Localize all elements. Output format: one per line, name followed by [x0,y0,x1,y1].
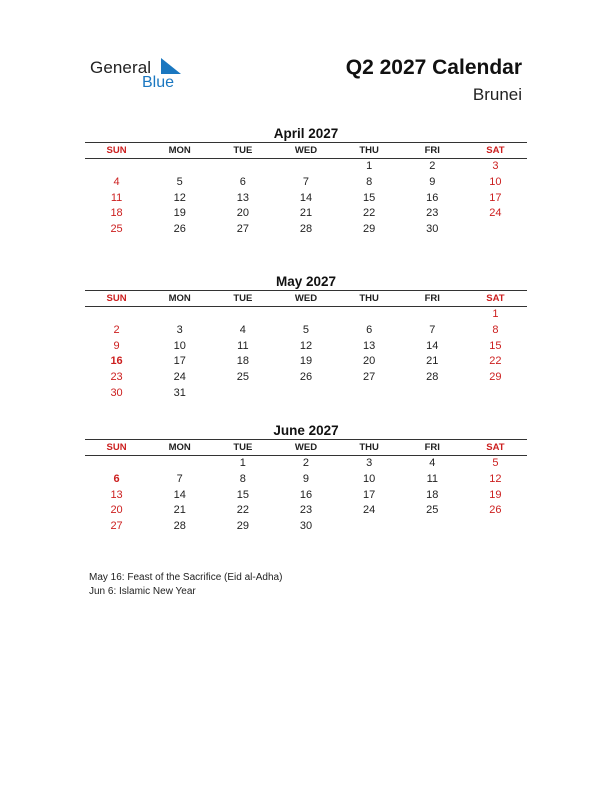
day-cell: 19 [173,207,186,220]
day-cell: 24 [363,504,376,517]
day-cell: 3 [492,160,499,172]
day-cell: 29 [236,520,249,533]
day-cell [338,386,401,402]
day-cell: 6 [366,323,373,336]
day-cell: 25 [426,504,439,517]
weekday-header [85,142,527,159]
week-row [85,370,527,386]
day-cell [148,456,211,472]
week-row [85,159,527,175]
week-row [85,339,527,355]
day-cell: 4 [239,323,246,336]
day-cell: 12 [173,191,186,204]
day-cell: 20 [236,207,249,220]
week-row [85,206,527,222]
day-cell: 7 [176,472,183,485]
day-cell [274,386,337,402]
day-cell: 15 [489,339,502,352]
country-name: Brunei [472,85,522,104]
holiday-item: Jun 6: Islamic New Year [89,586,196,597]
day-cell: 4 [113,175,120,188]
weekday-sat: SAT [486,145,505,156]
day-cell [464,519,527,535]
day-cell: 20 [110,504,123,517]
day-cell: 2 [302,457,310,469]
week-row [85,488,527,504]
day-cell: 6 [239,175,246,188]
weekday-sun: SUN [106,442,127,453]
day-cell: 2 [429,160,436,172]
day-cell: 25 [236,371,249,384]
day-cell: 16 [426,191,439,204]
weekday-fri: FRI [424,293,440,304]
day-cell: 15 [363,191,376,204]
day-cell: 1 [492,308,499,320]
weekday-header [85,290,527,307]
weekday-fri: FRI [424,442,440,453]
weekday-thu: THU [359,145,379,156]
weekday-wed: WED [294,442,318,453]
weekday-thu: THU [359,442,379,453]
day-cell: 24 [489,207,502,220]
day-cell: 5 [302,323,310,336]
day-cell [338,519,401,535]
day-cell: 17 [173,355,186,368]
day-cell: 21 [299,207,313,220]
day-cell: 6 [113,472,120,485]
day-cell: 28 [173,520,186,533]
day-cell: 17 [363,488,376,501]
month-june [85,422,527,535]
month-grid [85,159,527,238]
day-cell: 14 [173,488,186,501]
day-cell: 21 [173,504,186,517]
day-cell [85,159,148,175]
month-grid [85,307,527,402]
day-cell: 22 [363,207,376,220]
weekday-tue: TUE [233,145,253,156]
week-row [85,175,527,191]
day-cell: 7 [302,175,310,188]
day-cell: 7 [429,323,436,336]
day-cell: 8 [366,175,373,188]
week-row [85,519,527,535]
day-cell: 11 [426,472,438,485]
weekday-fri: FRI [424,145,440,156]
day-cell: 3 [366,457,373,469]
logo-blue-text: Blue [142,74,175,91]
week-row [85,503,527,519]
day-cell: 12 [299,339,313,352]
day-cell: 31 [173,386,186,399]
day-cell: 10 [173,339,186,352]
day-cell: 16 [110,355,123,368]
weekday-sun: SUN [106,293,127,304]
day-cell: 16 [299,488,313,501]
day-cell: 15 [236,488,249,501]
weekday-wed: WED [294,145,318,156]
week-row [85,354,527,370]
day-cell: 9 [429,175,436,188]
month-grid [85,456,527,535]
day-cell [85,456,148,472]
day-cell: 18 [426,488,439,501]
day-cell: 23 [426,207,439,220]
weekday-header [85,439,527,456]
day-cell: 13 [236,191,249,204]
day-cell: 26 [173,223,186,236]
month-title: June 2027 [273,423,339,438]
day-cell: 2 [113,323,120,336]
weekday-tue: TUE [233,293,253,304]
day-cell: 12 [489,472,502,485]
day-cell [464,222,527,238]
day-cell [148,159,211,175]
holiday-item: May 16: Feast of the Sacrifice (Eid al-Adha) [89,572,283,583]
weekday-sun: SUN [106,145,127,156]
day-cell: 26 [489,504,502,517]
day-cell: 21 [426,355,439,368]
day-cell [211,386,274,402]
day-cell: 10 [489,175,502,188]
day-cell: 9 [302,472,310,485]
day-cell [211,159,274,175]
day-cell: 18 [110,207,123,220]
weekday-mon: MON [168,145,191,156]
day-cell: 13 [110,488,123,501]
day-cell: 8 [239,472,246,485]
day-cell: 26 [299,371,313,384]
day-cell: 11 [237,339,249,352]
weekday-mon: MON [168,442,191,453]
weekday-mon: MON [168,293,191,304]
day-cell: 30 [426,223,439,236]
day-cell: 23 [110,371,123,384]
day-cell: 5 [176,175,183,188]
day-cell: 17 [489,191,502,204]
day-cell: 23 [299,504,313,517]
day-cell [85,307,148,323]
day-cell [401,519,464,535]
week-row [85,386,527,402]
day-cell: 9 [113,339,120,352]
day-cell: 29 [363,223,376,236]
logo-triangle-icon [161,58,181,74]
day-cell: 27 [363,371,376,384]
weekday-sat: SAT [486,293,505,304]
day-cell: 19 [299,355,313,368]
day-cell [274,159,337,175]
day-cell: 29 [489,371,502,384]
holiday-list [89,571,282,599]
day-cell: 22 [489,355,502,368]
day-cell: 27 [236,223,249,236]
day-cell: 8 [492,323,499,336]
day-cell: 10 [363,472,376,485]
page-title: Q2 2027 Calendar [345,56,522,79]
day-cell: 1 [239,457,246,469]
day-cell: 3 [176,323,183,336]
month-title: May 2027 [275,274,337,289]
day-cell [211,307,274,323]
day-cell: 28 [426,371,439,384]
generalblue-logo [90,56,200,96]
day-cell: 27 [110,520,123,533]
week-row [85,456,527,472]
day-cell [464,386,527,402]
day-cell [401,307,464,323]
day-cell [274,307,337,323]
day-cell: 14 [299,191,313,204]
day-cell: 11 [110,191,123,204]
day-cell [148,307,211,323]
weekday-sat: SAT [486,442,505,453]
day-cell: 25 [110,223,123,236]
weekday-wed: WED [294,293,318,304]
day-cell: 13 [363,339,376,352]
logo-general-text: General [90,58,152,77]
month-title: April 2027 [273,126,339,141]
day-cell: 14 [426,339,439,352]
day-cell: 19 [489,488,502,501]
week-row [85,222,527,238]
day-cell: 30 [110,386,123,399]
day-cell: 22 [236,504,249,517]
day-cell: 5 [492,457,499,469]
month-may [85,273,527,402]
day-cell [338,307,401,323]
day-cell: 24 [173,371,186,384]
day-cell: 28 [299,223,313,236]
day-cell: 20 [363,355,376,368]
day-cell [401,386,464,402]
day-cell: 18 [236,355,249,368]
day-cell: 4 [429,457,436,469]
week-row [85,307,527,323]
month-april [85,125,527,238]
week-row [85,472,527,488]
weekday-thu: THU [359,293,379,304]
week-row [85,323,527,339]
day-cell: 1 [366,160,373,172]
weekday-tue: TUE [233,442,253,453]
week-row [85,191,527,207]
day-cell: 30 [299,520,313,533]
